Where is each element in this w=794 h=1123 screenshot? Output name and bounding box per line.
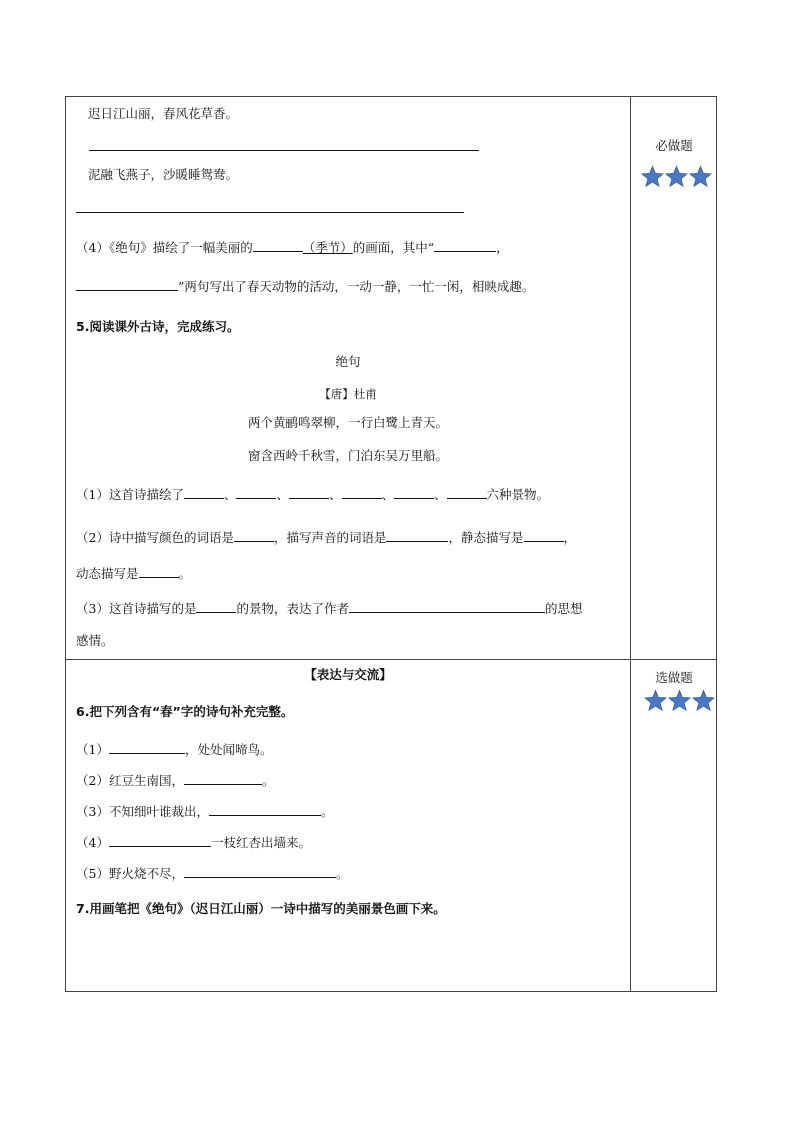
q5-sub3-text-a: （3）这首诗描写的是 bbox=[76, 601, 197, 616]
optional-stars bbox=[644, 689, 715, 712]
answer-line-1[interactable] bbox=[89, 150, 479, 151]
separator: 、 bbox=[223, 487, 237, 502]
q5-feeling-blank[interactable] bbox=[349, 599, 545, 613]
separator: 、 bbox=[381, 487, 395, 502]
period: 。 bbox=[320, 804, 334, 819]
poem-title: 绝句 bbox=[335, 354, 361, 369]
q5-sub3 bbox=[76, 599, 583, 617]
q5-dynamic-blank[interactable] bbox=[139, 564, 179, 578]
q6-item-3 bbox=[76, 802, 333, 820]
period: 。 bbox=[261, 773, 275, 788]
q5-sub1-blank[interactable] bbox=[342, 485, 382, 499]
q6-1-blank[interactable] bbox=[109, 740, 185, 754]
q6-2-blank[interactable] bbox=[184, 771, 262, 785]
q5-heading: 5.阅读课外古诗，完成练习。 bbox=[76, 319, 240, 334]
optional-label: 选做题 bbox=[655, 670, 693, 685]
q6-1-text: ，处处闻啼鸟。 bbox=[184, 742, 273, 757]
column-divider bbox=[630, 97, 631, 991]
q6-2-text: （2）红豆生南国， bbox=[76, 773, 184, 788]
q4-comma: ， bbox=[496, 240, 509, 255]
q6-3-text: （3）不知细叶谁裁出， bbox=[76, 804, 209, 819]
q4-line-2 bbox=[76, 277, 534, 295]
poem-verse-2: 窗含西岭千秋雪，门泊东吴万里船。 bbox=[247, 448, 448, 463]
q5-season-blank[interactable] bbox=[196, 599, 236, 613]
q5-sub1-blank[interactable] bbox=[289, 485, 329, 499]
poem-verse-1: 两个黄鹂鸣翠柳，一行白鹭上青天。 bbox=[247, 415, 448, 430]
q4-text-a: （4）《绝句》描绘了一幅美丽的 bbox=[76, 240, 253, 255]
q4-text-b: 的画面，其中“ bbox=[352, 240, 435, 255]
q5-sub2-text-b: ，描写声音的词语是 bbox=[273, 530, 387, 545]
worksheet-table bbox=[65, 96, 717, 992]
q5-sub3-text-c: 的思想 bbox=[544, 601, 583, 616]
poem-line-1: 迟日江山丽，春风花草香。 bbox=[88, 106, 239, 121]
q6-3-blank[interactable] bbox=[209, 802, 321, 816]
q5-sub1-text: （1）这首诗描绘了 bbox=[76, 487, 184, 502]
q4-line-1 bbox=[76, 238, 509, 256]
q5-sub2-line2 bbox=[76, 564, 191, 582]
q5-sub2-comma: ， bbox=[563, 530, 577, 545]
q6-5-blank[interactable] bbox=[184, 864, 336, 878]
q5-static-blank[interactable] bbox=[524, 528, 564, 542]
q4-blank-line-b[interactable] bbox=[76, 277, 178, 291]
star-icon bbox=[689, 165, 712, 188]
q6-1-num: （1） bbox=[76, 742, 109, 757]
row-divider bbox=[66, 659, 716, 660]
q6-4-blank[interactable] bbox=[109, 833, 211, 847]
q6-item-5 bbox=[76, 864, 348, 882]
q6-item-1 bbox=[76, 740, 272, 758]
star-icon bbox=[668, 689, 691, 712]
q6-item-2 bbox=[76, 771, 274, 789]
separator: 、 bbox=[434, 487, 447, 502]
q5-sub2-text-c: ，静态描写是 bbox=[448, 530, 524, 545]
required-stars bbox=[641, 165, 712, 188]
answer-line-2[interactable] bbox=[76, 212, 464, 213]
star-icon bbox=[641, 165, 664, 188]
q4-blank-season[interactable] bbox=[253, 238, 303, 252]
q5-sub3-text-b: 的景物，表达了作者 bbox=[236, 601, 349, 616]
separator: 、 bbox=[276, 487, 289, 502]
q5-color-blank[interactable] bbox=[234, 528, 274, 542]
q5-sub2-text-a: （2）诗中描写颜色的词语是 bbox=[76, 530, 234, 545]
q5-sound-blank[interactable] bbox=[386, 528, 448, 542]
q5-sub1-blank[interactable] bbox=[447, 485, 487, 499]
q5-sub2 bbox=[76, 528, 576, 546]
q4-season-hint: （季节） bbox=[302, 240, 353, 255]
q4-blank-line-a[interactable] bbox=[434, 238, 496, 252]
q4-text-c: ”两句写出了春天动物的活动，一动一静，一忙一闲，相映成趣。 bbox=[178, 279, 535, 294]
q6-4-num: （4） bbox=[76, 835, 109, 850]
q5-sub1 bbox=[76, 485, 549, 503]
drawing-area[interactable] bbox=[66, 925, 630, 991]
period: 。 bbox=[335, 866, 349, 881]
q5-sub1-blank[interactable] bbox=[236, 485, 276, 499]
poem-author: 【唐】杜甫 bbox=[319, 387, 377, 401]
star-icon bbox=[644, 689, 667, 712]
q6-item-4 bbox=[76, 833, 311, 851]
q6-heading: 6.把下列含有“春”字的诗句补充完整。 bbox=[76, 704, 294, 719]
poem-line-2: 泥融飞燕子，沙暖睡鸳鸯。 bbox=[88, 167, 239, 182]
section-title: 【表达与交流】 bbox=[304, 667, 392, 682]
q5-sub2-text-e: 动态描写是 bbox=[76, 566, 139, 581]
star-icon bbox=[665, 165, 688, 188]
q5-sub1-blank[interactable] bbox=[184, 485, 224, 499]
separator: 、 bbox=[329, 487, 342, 502]
required-label: 必做题 bbox=[655, 138, 693, 153]
q6-4-text: 一枝红杏出墙来。 bbox=[210, 835, 311, 850]
q5-sub1-end: 六种景物。 bbox=[486, 487, 550, 502]
period: 。 bbox=[178, 566, 192, 581]
q7-heading: 7.用画笔把《绝句》（迟日江山丽）一诗中描写的美丽景色画下来。 bbox=[76, 901, 446, 916]
q5-sub1-blank[interactable] bbox=[394, 485, 434, 499]
q6-5-text: （5）野火烧不尽， bbox=[76, 866, 184, 881]
star-icon bbox=[692, 689, 715, 712]
q5-sub3-line2: 感情。 bbox=[76, 633, 114, 648]
